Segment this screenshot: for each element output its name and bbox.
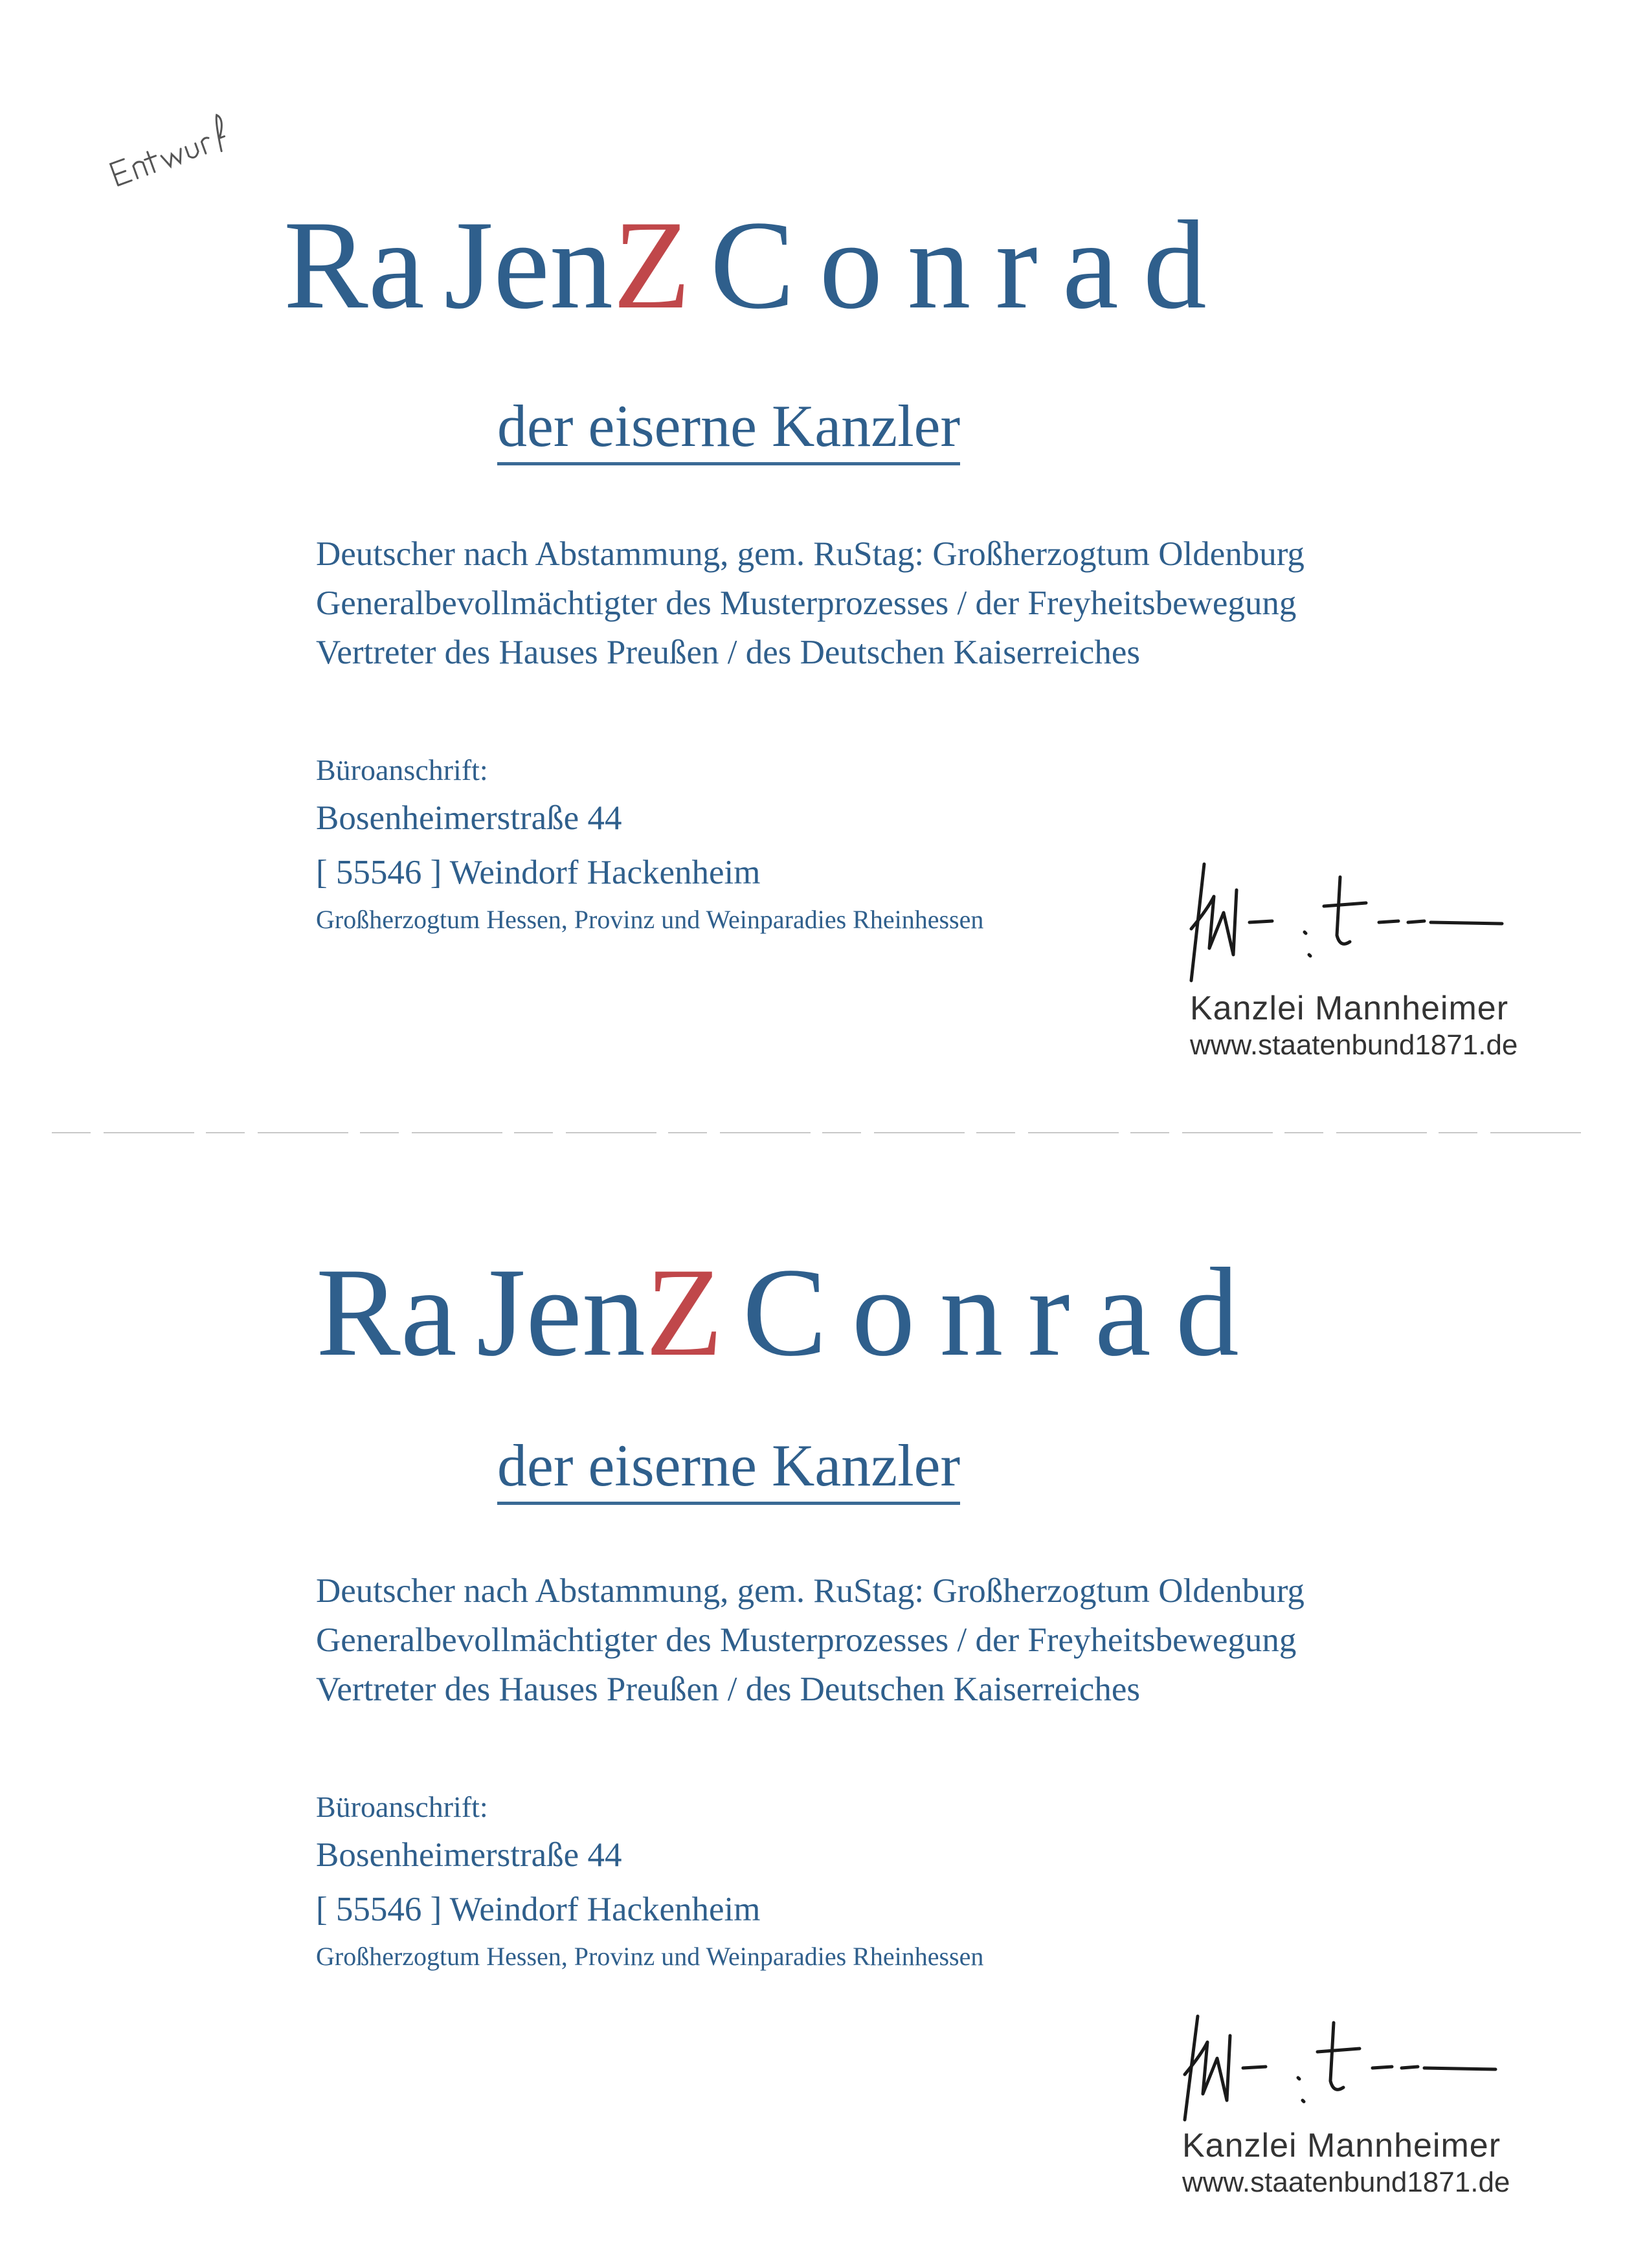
title-word-jenz	[476, 1242, 723, 1383]
description-lines	[316, 529, 1305, 677]
title-jen: Jen	[476, 1242, 646, 1383]
stamp-office: Kanzlei Mannheimer	[1190, 990, 1509, 1027]
letterhead-card	[0, 0, 1647, 1126]
title-red-z: Z	[645, 1242, 723, 1383]
description-line: Vertreter des Hauses Preußen / des Deutschen Kaiserreiches	[316, 634, 1140, 671]
stamp-url: www.staatenbund1871.de	[1182, 2166, 1510, 2198]
address-street: Bosenheimerstraße 44	[316, 1836, 622, 1874]
description-line: Generalbevollmächtigter des Musterprozesses / der Freyheitsbewegung	[316, 584, 1297, 622]
title-jen: Jen	[443, 195, 614, 335]
address-city: [ 55546 ] Weindorf Hackenheim	[316, 1891, 761, 1928]
office-address	[316, 750, 983, 940]
office-stamp	[1182, 2126, 1510, 2200]
address-region: Großherzogtum Hessen, Provinz und Weinparadies Rheinhessen	[316, 905, 984, 934]
title-word-ra: Ra	[316, 1242, 457, 1383]
stamp-url: www.staatenbund1871.de	[1190, 1029, 1518, 1061]
stamp-office: Kanzlei Mannheimer	[1182, 2127, 1501, 2164]
description-line: Deutscher nach Abstammung, gem. RuStag: Großherzogtum Oldenburg	[316, 535, 1305, 573]
letterhead-card	[0, 1049, 1647, 2198]
letterhead-title	[316, 1242, 1264, 1383]
subtitle: der eiserne Kanzler	[497, 1436, 960, 1505]
address-label: Büroanschrift:	[316, 1790, 488, 1823]
subtitle: der eiserne Kanzler	[497, 396, 960, 465]
description-line: Generalbevollmächtigter des Musterprozesses / der Freyheitsbewegung	[316, 1621, 1297, 1659]
title-word-ra: Ra	[284, 195, 425, 335]
signature	[1178, 851, 1515, 994]
address-street: Bosenheimerstraße 44	[316, 799, 622, 837]
title-word-conrad: Conrad	[742, 1242, 1264, 1383]
address-city: [ 55546 ] Weindorf Hackenheim	[316, 854, 761, 891]
title-word-conrad: Conrad	[710, 195, 1231, 335]
address-label: Büroanschrift:	[316, 753, 488, 786]
description-lines	[316, 1566, 1305, 1714]
signature	[1172, 2003, 1508, 2133]
office-address	[316, 1786, 983, 1977]
description-line: Vertreter des Hauses Preußen / des Deutschen Kaiserreiches	[316, 1671, 1140, 1708]
letterhead-title	[284, 195, 1231, 335]
description-line: Deutscher nach Abstammung, gem. RuStag: Großherzogtum Oldenburg	[316, 1572, 1305, 1610]
address-region: Großherzogtum Hessen, Provinz und Weinparadies Rheinhessen	[316, 1942, 984, 1971]
title-word-jenz	[443, 195, 691, 335]
title-red-z: Z	[613, 195, 691, 335]
